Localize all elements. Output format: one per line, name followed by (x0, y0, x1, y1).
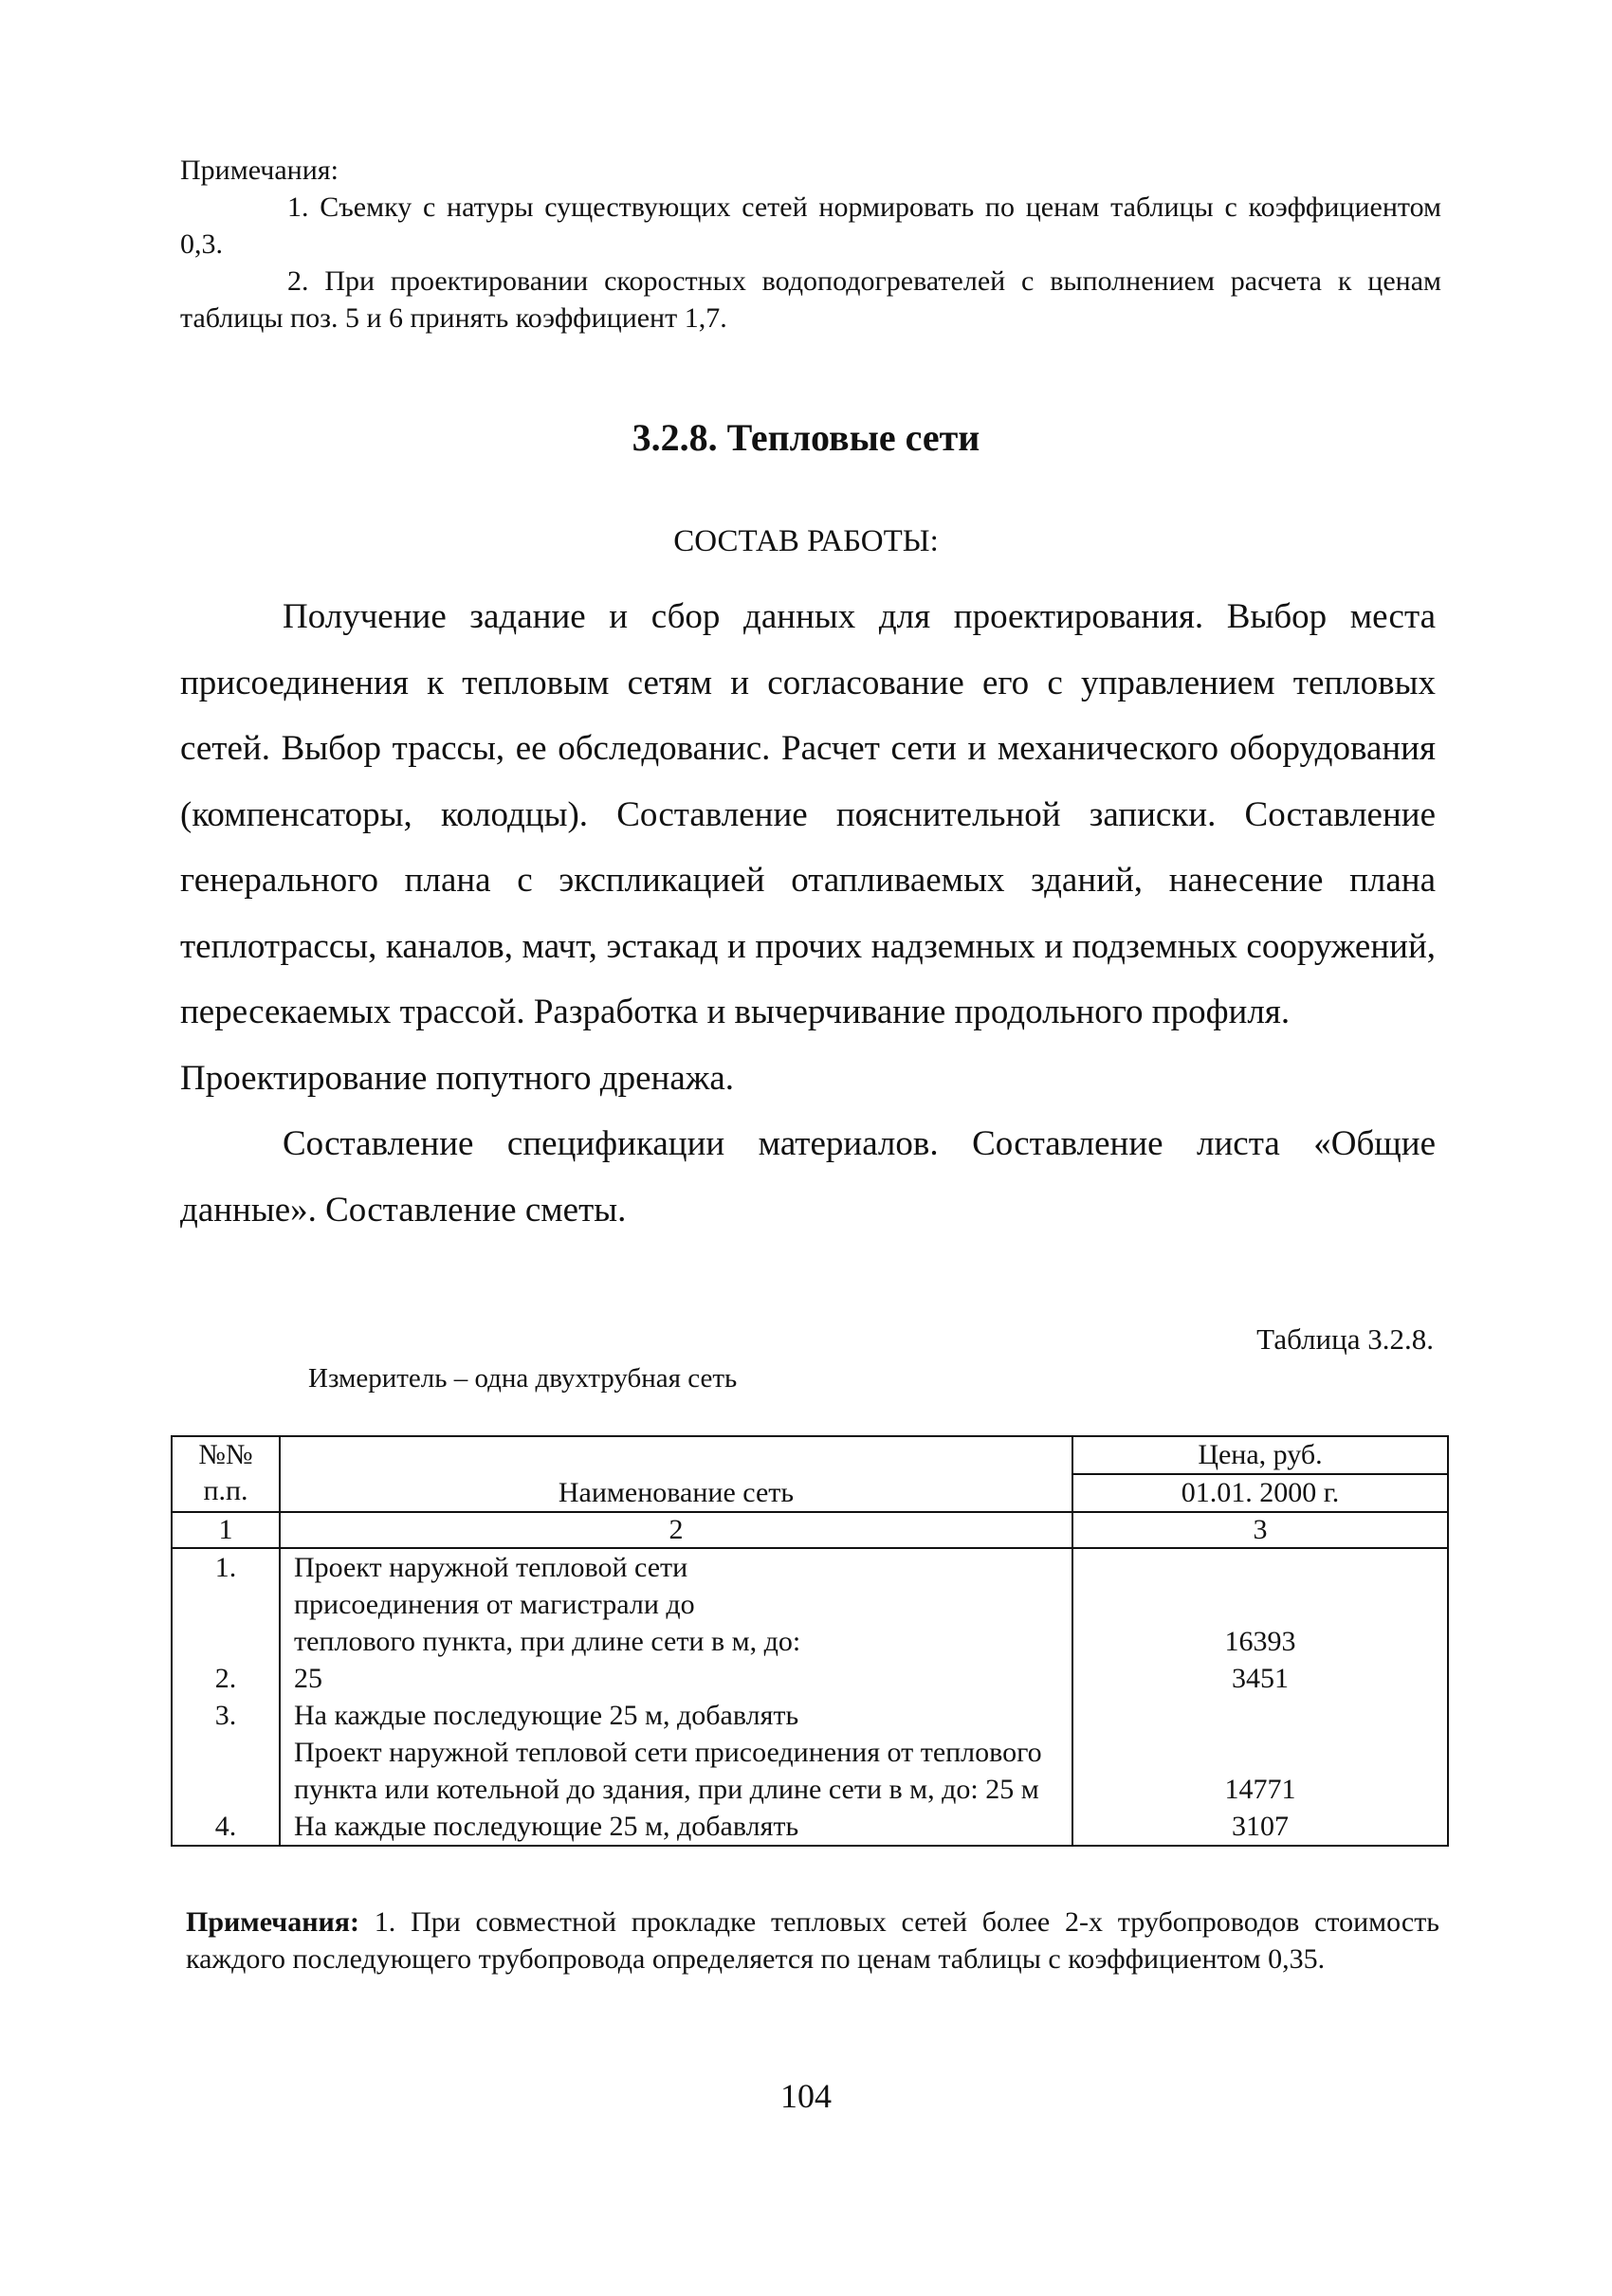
row-price: 3107 (1232, 1811, 1289, 1842)
work-description (180, 584, 1436, 1243)
description-paragraph-2: Составление спецификации материалов. Составление листа «Общие данные». Составление сметы. (180, 1124, 1436, 1230)
composition-title: СОСТАВ РАБОТЫ: (673, 524, 939, 558)
row-price: 14771 (1224, 1774, 1296, 1805)
header-price: Цена, руб. (1072, 1436, 1448, 1474)
row-price: 3451 (1232, 1663, 1289, 1694)
row-number: 1. (214, 1552, 237, 1583)
row-number: 3. (214, 1700, 237, 1731)
table-caption: Таблица 3.2.8. (1256, 1322, 1434, 1356)
header-name (280, 1436, 1072, 1512)
header-num-label: №№ (198, 1439, 253, 1470)
header-price-date: 01.01. 2000 г. (1072, 1474, 1448, 1512)
note-item-1: 1. Съемку с натуры существующих сетей нормировать по ценам таблицы с коэффициентом 0,3. (180, 191, 1441, 260)
bottom-notes-label: Примечания: (186, 1906, 360, 1938)
column-number: 2 (280, 1512, 1072, 1548)
notes-title: Примечания: (180, 155, 339, 186)
top-notes (180, 152, 1441, 337)
description-paragraph-1: Получение задание и сбор данных для проектирования. Выбор места присоединения к тепловым сетям и согласование его с управлением тепловых сетей. Выбор трассы, ее обследованис. Расчет сети и механического оборудования (компенсаторы, колодцы). Составление пояснительной записки. Составление генерального плана с экспликацией отапливаемых зданий, нанесение плана теплотрассы, каналов, мачт, эстакад и прочих надземных и подземных сооружений, пересекаемых трассой. Разработка и вычерчивание продольного профиля. (180, 597, 1436, 1031)
row-name: На каждые последующие 25 м, добавлять (294, 1811, 799, 1842)
row-names-cell (280, 1548, 1072, 1846)
row-numbers-cell (172, 1548, 280, 1846)
row-price: 16393 (1224, 1626, 1296, 1657)
column-number: 3 (1072, 1512, 1448, 1548)
row-prices-cell (1072, 1548, 1448, 1846)
price-table (171, 1435, 1449, 1847)
table-body (172, 1548, 1448, 1846)
row-name: Проект наружной тепловой сети присоединения от магистрали до теплового пункта, при длине сети в м, до: 25 (294, 1552, 801, 1694)
bottom-notes (186, 1904, 1439, 1977)
column-number: 1 (172, 1512, 280, 1548)
row-name: На каждые последующие 25 м, добавлять (294, 1700, 799, 1731)
section-heading: 3.2.8. Тепловые сети (632, 416, 980, 459)
row-number: 2. (214, 1663, 237, 1694)
column-number-row (172, 1512, 1448, 1548)
header-num (172, 1436, 280, 1512)
note-item-2: 2. При проектировании скоростных водоподогревателей с выполнением расчета к ценам таблицы поз. 5 и 6 принять коэффициент 1,7. (180, 265, 1441, 334)
table-header-row (172, 1436, 1448, 1474)
header-num-label-2: п.п. (203, 1475, 248, 1506)
page-number: 104 (780, 2077, 832, 2115)
row-number: 4. (214, 1811, 237, 1842)
measure-unit: Измеритель – одна двухтрубная сеть (308, 1363, 738, 1394)
row-name: Проект наружной тепловой сети присоединения от теплового пункта или котельной до здания, при длине сети в м, до: 25 м (294, 1737, 1042, 1805)
bottom-notes-text: 1. При совместной прокладке тепловых сетей более 2-х трубопроводов стоимость каждого последующего трубопровода определяется по ценам таблицы с коэффициентом 0,35. (186, 1906, 1439, 1975)
header-name-label: Наименование сеть (558, 1477, 795, 1508)
description-paragraph-1-end: Проектирование попутного дренажа. (180, 1058, 735, 1098)
